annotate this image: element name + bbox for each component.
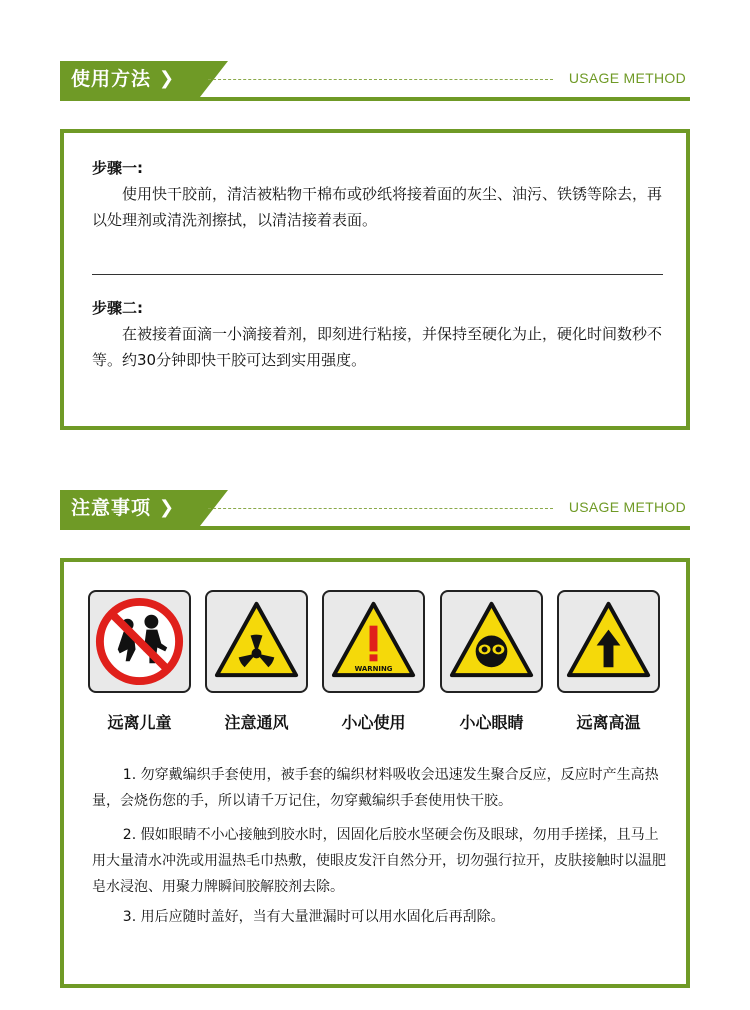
step-1-body: 使用快干胶前，清洁被粘物干棉布或砂纸将接着面的灰尘、油污、铁锈等除去，再以处理剂或清洗剂擦拭，以清洁接着表面。 (92, 185, 663, 229)
chevron-right-icon: ❯ (159, 497, 175, 518)
step-1-title: 步骤一: (92, 159, 143, 177)
caution-section-english: USAGE METHOD (568, 499, 686, 515)
usage-section-tab (60, 61, 200, 97)
section-underline (60, 526, 690, 530)
usage-section-english: USAGE METHOD (568, 70, 686, 86)
note-1: 1. 勿穿戴编织手套使用，被手套的编织材料吸收会迅速发生聚合反应，反应时产生高热量，会烧伤您的手，所以请千万记住，勿穿戴编织手套使用快干胶。 (92, 767, 659, 809)
caution-section-tab (60, 490, 200, 526)
note-2: 2. 假如眼睛不小心接触到胶水时，因固化后胶水坚硬会伤及眼球，勿用手搓揉，且马上用大量清水冲洗或用温热毛巾热敷，使眼皮发汗自然分开，切勿强行拉开，皮肤接触时以温肥皂水浸泡、用聚力牌瞬间胶解胶剂去除。 (92, 827, 666, 895)
high-temperature-icon (557, 590, 660, 693)
dashed-divider (208, 79, 553, 80)
warning-label-heat: 远离高温 (576, 713, 641, 732)
warning-sign-text: WARNING (354, 665, 393, 674)
usage-section-title: 使用方法 (71, 68, 152, 90)
usage-section-header (60, 61, 690, 101)
eye-protection-icon (440, 590, 543, 693)
keep-children-away-icon (88, 590, 191, 693)
note-3: 3. 用后应随时盖好，当有大量泄漏时可以用水固化后再刮除。 (122, 909, 505, 925)
caution-box (60, 558, 690, 988)
warning-label-ventilation: 注意通风 (224, 713, 289, 732)
step-2-body: 在被接着面滴一小滴接着剂，即刻进行粘接，并保持至硬化为止，硬化时间数秒不等。约30分钟即快干胶可达到实用强度。 (92, 325, 663, 369)
caution-section-title: 注意事项 (71, 497, 152, 519)
section-underline (60, 97, 690, 101)
caution-section-header (60, 490, 690, 530)
warning-label-careful-use: 小心使用 (341, 713, 406, 732)
chevron-right-icon: ❯ (159, 68, 175, 89)
warning-label-eyes: 小心眼睛 (459, 713, 524, 732)
step-2-title: 步骤二: (92, 299, 143, 317)
step-divider (92, 274, 663, 275)
usage-box (60, 129, 690, 430)
warning-icon (322, 590, 425, 693)
ventilation-icon (205, 590, 308, 693)
dashed-divider (208, 508, 553, 509)
warning-label-children: 远离儿童 (107, 713, 172, 732)
